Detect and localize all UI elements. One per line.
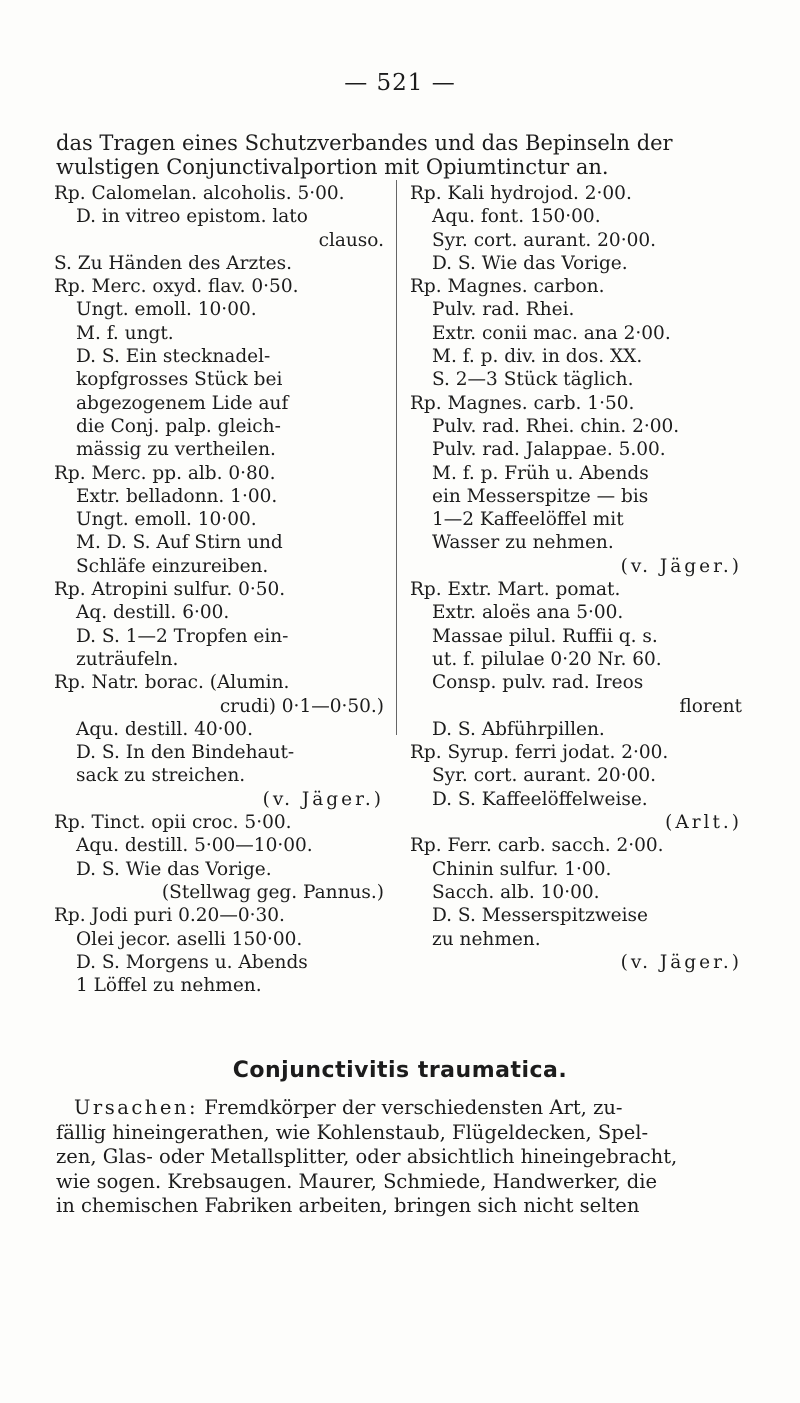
recipe-line: M. f. p. Früh u. Abends <box>432 462 649 484</box>
recipe-line: Aqu. destill. 40·00. <box>76 718 253 740</box>
paragraph-line: wie sogen. Krebsaugen. Maurer, Schmiede, Handwerker, die <box>56 1169 658 1193</box>
recipe-line: Aqu. font. 150·00. <box>432 206 601 228</box>
recipe-line: zuträufeln. <box>76 648 179 670</box>
recipe-line: Rp. Ferr. carb. sacch. 2·00. <box>410 835 664 857</box>
recipe-line: abgezogenem Lide auf <box>76 392 289 414</box>
recipe-line: Rp. Magnes. carbon. <box>410 276 605 298</box>
recipe-line: die Conj. palp. gleich- <box>76 415 281 437</box>
recipe-line: D. S. Morgens u. Abends <box>76 951 308 973</box>
section-title: Conjunctivitis traumatica. <box>232 1058 568 1083</box>
recipe-line: Extr. aloës ana 5·00. <box>432 602 624 624</box>
recipe-line: Rp. Magnes. carb. 1·50. <box>410 392 635 414</box>
recipe-source: (v. Jäger.) <box>620 555 742 577</box>
recipe-line: Schläfe einzureiben. <box>76 555 269 577</box>
recipe-line: D. S. Wie das Vorige. <box>76 858 272 880</box>
recipe-source: (v. Jäger.) <box>620 951 742 973</box>
recipe-line: Olei jecor. aselli 150·00. <box>76 928 303 950</box>
recipe-line: 1—2 Kaffeelöffel mit <box>432 509 624 531</box>
recipe-line: Consp. pulv. rad. Ireos <box>432 672 644 694</box>
recipe-line: D. S. Messerspitzweise <box>432 905 648 927</box>
paragraph-line <box>56 1096 746 1121</box>
recipe-line: M. D. S. Auf Stirn und <box>76 532 283 554</box>
recipe-line: D. S. Wie das Vorige. <box>432 252 628 274</box>
recipe-line: Massae pilul. Ruffii q. s. <box>432 625 658 647</box>
recipe-line: 1 Löffel zu nehmen. <box>76 975 262 997</box>
paragraph-line: zen, Glas- oder Metallsplitter, oder absichtlich hineingebracht, <box>56 1145 678 1168</box>
recipe-line: D. S. Ein stecknadel- <box>76 346 271 368</box>
recipe-line: Rp. Syrup. ferri jodat. 2·00. <box>410 742 669 764</box>
recipe-line: Rp. Atropini sulfur. 0·50. <box>54 579 286 601</box>
recipe-line: D. S. Kaffeelöffelweise. <box>432 788 648 810</box>
recipe-line: florent <box>679 695 742 717</box>
recipe-line: Pulv. rad. Rhei. <box>432 299 575 321</box>
recipe-line: D. S. 1—2 Tropfen ein- <box>76 625 289 647</box>
recipe-line: Chinin sulfur. 1·00. <box>432 858 612 880</box>
recipe-line: M. f. p. div. in dos. XX. <box>432 346 643 368</box>
recipe-line: Ungt. emoll. 10·00. <box>76 299 257 321</box>
recipe-line: sack zu streichen. <box>76 765 246 787</box>
recipe-line: kopfgrosses Stück bei <box>76 369 283 391</box>
recipe-line: D. S. In den Bindehaut- <box>76 742 295 764</box>
recipe-line: Aqu. destill. 5·00—10·00. <box>76 835 313 857</box>
recipe-line: Sacch. alb. 10·00. <box>432 881 600 903</box>
recipe-line: Aq. destill. 6·00. <box>76 602 230 624</box>
recipe-line: mässig zu vertheilen. <box>76 439 276 461</box>
recipe-line: Syr. cort. aurant. 20·00. <box>432 229 657 251</box>
recipe-line: D. in vitreo epistom. lato <box>76 206 308 228</box>
recipe-line: Wasser zu nehmen. <box>432 532 614 554</box>
recipe-line: Pulv. rad. Rhei. chin. 2·00. <box>432 415 680 437</box>
recipe-line: Rp. Calomelan. alcoholis. 5·00. <box>54 183 345 204</box>
recipe-line: Pulv. rad. Jalappae. 5.00. <box>432 439 666 461</box>
intro-line: wulstigen Conjunctivalportion mit Opiumtinctur an. <box>56 155 609 179</box>
recipe-line: Rp. Merc. pp. alb. 0·80. <box>54 462 276 484</box>
recipe-line: Ungt. emoll. 10·00. <box>76 509 257 531</box>
paragraph-line: in chemischen Fabriken arbeiten, bringen sich nicht selten <box>56 1194 640 1217</box>
recipe-line: S. Zu Händen des Arztes. <box>54 252 292 274</box>
recipe-source: (v. Jäger.) <box>262 788 384 810</box>
left-recipe-column <box>54 182 388 997</box>
paragraph-text: Fremdkörper der verschiedensten Art, zu- <box>198 1096 623 1119</box>
recipe-line: Rp. Kali hydrojod. 2·00. <box>410 183 632 204</box>
intro-line: das Tragen eines Schutzverbandes und das Bepinseln der <box>56 131 673 155</box>
right-recipe-column <box>410 182 746 974</box>
recipe-line: Rp. Jodi puri 0.20—0·30. <box>54 905 285 927</box>
recipe-line: crudi) 0·1—0·50.) <box>219 695 384 717</box>
recipe-line: ein Messerspitze — bis <box>432 485 649 507</box>
intro-text <box>56 131 746 179</box>
recipe-line: Syr. cort. aurant. 20·00. <box>432 765 657 787</box>
column-divider <box>396 180 397 735</box>
recipe-source: (Arlt.) <box>665 812 742 834</box>
recipe-line: Rp. Natr. borac. (Alumin. <box>54 672 290 694</box>
recipe-line: Extr. belladonn. 1·00. <box>76 485 278 507</box>
recipe-line: Rp. Extr. Mart. pomat. <box>410 579 621 601</box>
page-number: — 521 — <box>344 70 456 96</box>
body-paragraph <box>56 1096 746 1219</box>
recipe-source: (Stellwag geg. Pannus.) <box>161 881 384 903</box>
recipe-line: Extr. conii mac. ana 2·00. <box>432 322 671 344</box>
recipe-line: D. S. Abführpillen. <box>432 718 605 740</box>
recipe-line: Rp. Tinct. opii croc. 5·00. <box>54 812 292 834</box>
recipe-line: ut. f. pilulae 0·20 Nr. 60. <box>432 648 662 670</box>
recipe-line: clauso. <box>318 229 384 251</box>
paragraph-label: Ursachen: <box>74 1096 199 1119</box>
recipe-line: zu nehmen. <box>432 928 541 950</box>
recipe-line: S. 2—3 Stück täglich. <box>432 369 634 391</box>
recipe-line: M. f. ungt. <box>76 322 174 344</box>
paragraph-line: fällig hineingerathen, wie Kohlenstaub, Flügeldecken, Spel- <box>56 1120 649 1144</box>
recipe-line: Rp. Merc. oxyd. flav. 0·50. <box>54 276 299 298</box>
